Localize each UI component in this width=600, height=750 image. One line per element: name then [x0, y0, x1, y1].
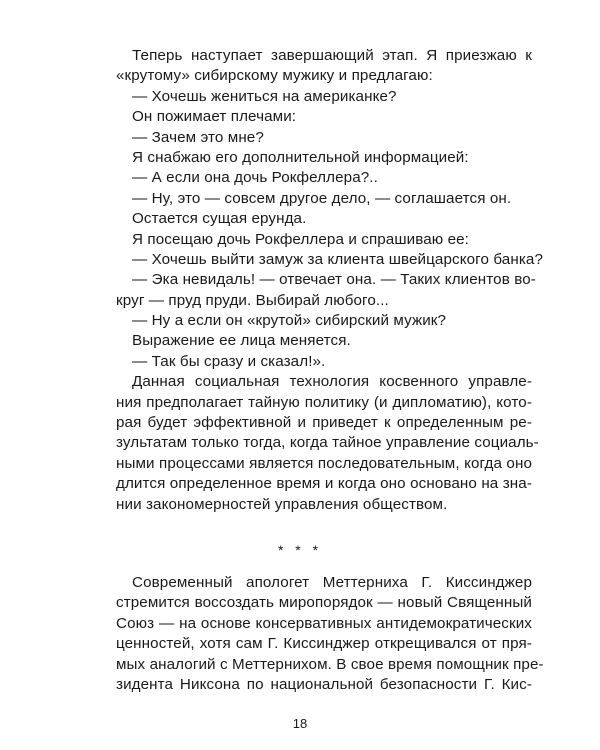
paragraph-line: Современный апологет Меттерниха Г. Киссинджер — [132, 574, 532, 591]
dialogue-line: — Хочешь выйти замуж за клиента швейцарского банка? — [132, 250, 544, 268]
paragraph-line: — Эка невидаль! — отвечает она. — Таких клиентов во- — [132, 271, 536, 289]
dialogue-line: Я снабжаю его дополнительной информацией: — [132, 148, 469, 166]
dialogue-line: Он пожимает плечами: — [132, 108, 297, 126]
paragraph-line: ния предполагает тайную политику (и дипломатию), кото- — [116, 393, 532, 411]
paragraph-line: зультатам только тогда, когда тайное управление социаль- — [116, 434, 539, 452]
paragraph-line: Данная социальная технология косвенного управле- — [132, 373, 532, 391]
dialogue-line: — А если она дочь Рокфеллера?.. — [132, 169, 378, 187]
paragraph-line: стремится воссоздать миропорядок — новый Священный — [116, 594, 532, 612]
paragraph-line: «крутому» сибирскому мужику и предлагаю: — [116, 67, 433, 85]
main-text-section — [116, 46, 544, 515]
paragraph-line: нии закономерностей управления обществом. — [116, 495, 448, 513]
dialogue-line: Выражение ее лица меняется. — [132, 332, 351, 350]
dialogue-line: — Зачем это мне? — [132, 128, 264, 146]
second-text-section — [116, 573, 544, 695]
paragraph-line: рая будет эффективной и приведет к определенным ре- — [116, 414, 532, 432]
page-number: 18 — [292, 716, 308, 731]
section-separator: * * * — [277, 542, 323, 558]
paragraph-line: длится определенное время и когда оно основано на зна- — [116, 475, 532, 493]
paragraph-line: ценностей, хотя сам Г. Киссинджер открещивался от пря- — [116, 635, 532, 653]
dialogue-line: Остается сущая ерунда. — [132, 210, 307, 228]
paragraph-line: ными процессами является последовательным, когда оно — [116, 454, 532, 472]
dialogue-line: — Так бы сразу и сказал!». — [132, 352, 326, 370]
dialogue-line: — Ну, это — совсем другое дело, — соглашается он. — [132, 189, 512, 207]
dialogue-line: — Хочешь жениться на американке? — [132, 87, 397, 105]
paragraph-line: круг — пруд пруди. Выбирай любого... — [116, 291, 389, 309]
paragraph-line: Теперь наступает завершающий этап. Я приезжаю к — [132, 47, 532, 64]
paragraph-line: зидента Никсона по национальной безопасности Г. Кис- — [116, 675, 532, 693]
paragraph-line: Союз — на основе консервативных антидемократических — [116, 614, 532, 632]
dialogue-line: Я посещаю дочь Рокфеллера и спрашиваю ее: — [132, 230, 469, 248]
dialogue-line: — Ну а если он «крутой» сибирский мужик? — [132, 312, 447, 330]
paragraph-line: мых аналогий с Меттернихом. В свое время помощник пре- — [116, 655, 544, 673]
